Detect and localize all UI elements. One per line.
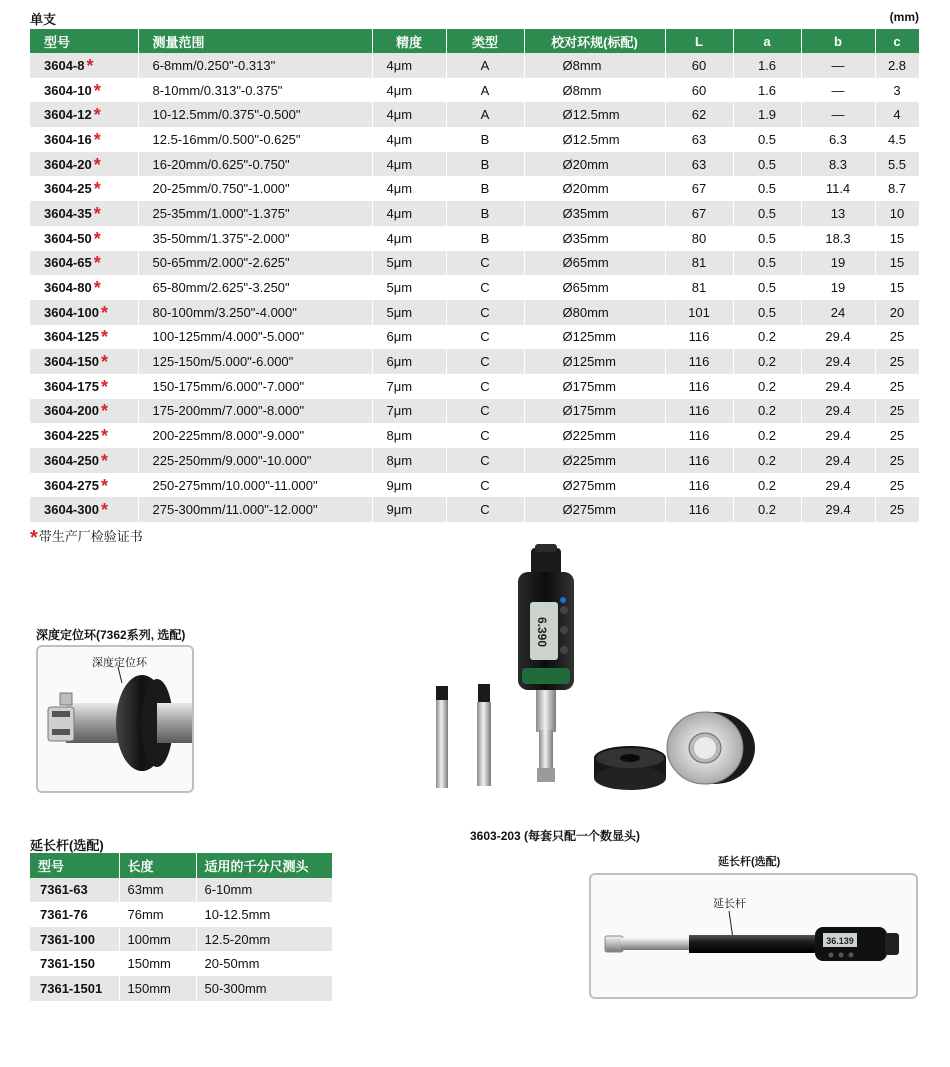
- range-cell: 35-50mm/1.375"-2.000": [138, 226, 372, 251]
- range-cell: 100-125mm/4.000"-5.000": [138, 325, 372, 350]
- model-number: 3604-35: [44, 205, 92, 221]
- extension-rod-caption: 延长杆(选配): [718, 856, 781, 868]
- L-cell: 116: [665, 423, 733, 448]
- column-header: 精度: [372, 29, 446, 53]
- c-cell: 25: [875, 423, 919, 448]
- certificate-star: *: [86, 55, 94, 76]
- L-cell: 60: [665, 53, 733, 78]
- table-row: [30, 878, 332, 903]
- column-header: 测量范围: [138, 29, 372, 53]
- type-cell: C: [446, 251, 524, 276]
- certificate-star: *: [93, 179, 101, 200]
- type-cell: C: [446, 325, 524, 350]
- model-number: 3604-80: [44, 280, 92, 296]
- table-row: [30, 325, 919, 350]
- product-photo: [420, 540, 780, 810]
- b-cell: 19: [801, 251, 875, 276]
- range-cell: 275-300mm/11.000"-12.000": [138, 497, 372, 522]
- certificate-star: *: [93, 228, 101, 249]
- b-cell: 18.3: [801, 226, 875, 251]
- a-cell: 1.6: [733, 78, 801, 103]
- b-cell: 13: [801, 201, 875, 226]
- model-cell: [30, 497, 138, 522]
- model-number: 3604-225: [44, 428, 99, 444]
- a-cell: 0.2: [733, 325, 801, 350]
- precision-cell: 4μm: [372, 226, 446, 251]
- c-cell: 8.7: [875, 176, 919, 201]
- a-cell: 0.2: [733, 448, 801, 473]
- model-number: 3604-150: [44, 354, 99, 370]
- model-number: 3604-25: [44, 181, 92, 197]
- model-number: 3604-16: [44, 131, 92, 147]
- table-row: [30, 976, 332, 1001]
- depth-caption-suffix: 系列, 选配): [126, 628, 186, 642]
- type-cell: C: [446, 448, 524, 473]
- depth-caption-prefix: 深度定位环(: [36, 628, 100, 642]
- certificate-star: *: [93, 80, 101, 101]
- range-cell: 50-65mm/2.000"-2.625": [138, 251, 372, 276]
- length-cell: 100mm: [119, 927, 196, 952]
- table-row: [30, 127, 919, 152]
- model-number: 3604-175: [44, 378, 99, 394]
- b-cell: 24: [801, 300, 875, 325]
- precision-cell: 7μm: [372, 399, 446, 424]
- product-caption: 3603-203 (每套只配一个数显头): [470, 829, 641, 843]
- L-cell: 116: [665, 374, 733, 399]
- table-row: [30, 78, 919, 103]
- spec-table-header: [30, 29, 919, 53]
- ring-cell: Ø20mm: [524, 176, 665, 201]
- column-header: 校对环规(标配): [524, 29, 665, 53]
- column-header: a: [733, 29, 801, 53]
- ring-cell: Ø225mm: [524, 448, 665, 473]
- extension-table-body: [30, 878, 332, 1001]
- c-cell: 2.8: [875, 53, 919, 78]
- c-cell: 4: [875, 102, 919, 127]
- c-cell: 25: [875, 448, 919, 473]
- table-row: [30, 176, 919, 201]
- a-cell: 0.2: [733, 349, 801, 374]
- L-cell: 116: [665, 325, 733, 350]
- precision-cell: 4μm: [372, 102, 446, 127]
- range-cell: 200-225mm/8.000"-9.000": [138, 423, 372, 448]
- table-row: [30, 448, 919, 473]
- b-cell: 29.4: [801, 473, 875, 498]
- a-cell: 0.2: [733, 423, 801, 448]
- c-cell: 5.5: [875, 152, 919, 177]
- model-cell: [30, 448, 138, 473]
- table-row: [30, 300, 919, 325]
- precision-cell: 8μm: [372, 448, 446, 473]
- model-cell: 7361-150: [30, 951, 119, 976]
- applies-cell: 6-10mm: [196, 878, 332, 903]
- model-number: 3604-50: [44, 230, 92, 246]
- a-cell: 0.5: [733, 251, 801, 276]
- a-cell: 0.5: [733, 127, 801, 152]
- extension-rod-label: 延长杆: [713, 898, 746, 910]
- model-cell: [30, 53, 138, 78]
- L-cell: 63: [665, 152, 733, 177]
- model-cell: [30, 423, 138, 448]
- precision-cell: 7μm: [372, 374, 446, 399]
- precision-cell: 9μm: [372, 473, 446, 498]
- type-cell: C: [446, 473, 524, 498]
- model-cell: 7361-1501: [30, 976, 119, 1001]
- c-cell: 20: [875, 300, 919, 325]
- column-header: 类型: [446, 29, 524, 53]
- extension-rod-photo: [589, 873, 918, 999]
- length-cell: 150mm: [119, 951, 196, 976]
- footnote-text: 带生产厂检验证书: [38, 529, 143, 544]
- range-cell: 150-175mm/6.000"-7.000": [138, 374, 372, 399]
- column-header: c: [875, 29, 919, 53]
- extension-table-caption: 延长杆(选配): [30, 838, 104, 853]
- c-cell: 25: [875, 349, 919, 374]
- a-cell: 0.5: [733, 300, 801, 325]
- type-cell: A: [446, 78, 524, 103]
- model-cell: [30, 102, 138, 127]
- ring-cell: Ø65mm: [524, 251, 665, 276]
- range-cell: 225-250mm/9.000"-10.000": [138, 448, 372, 473]
- ring-cell: Ø275mm: [524, 473, 665, 498]
- model-cell: [30, 325, 138, 350]
- a-cell: 1.6: [733, 53, 801, 78]
- table-row: [30, 902, 332, 927]
- b-cell: —: [801, 102, 875, 127]
- certificate-star: *: [93, 203, 101, 224]
- ring-cell: Ø80mm: [524, 300, 665, 325]
- range-cell: 65-80mm/2.625"-3.250": [138, 275, 372, 300]
- type-cell: C: [446, 374, 524, 399]
- range-cell: 8-10mm/0.313"-0.375": [138, 78, 372, 103]
- b-cell: 11.4: [801, 176, 875, 201]
- ring-cell: Ø8mm: [524, 78, 665, 103]
- length-cell: 150mm: [119, 976, 196, 1001]
- depth-ring-label: 深度定位环: [92, 657, 147, 669]
- precision-cell: 5μm: [372, 275, 446, 300]
- c-cell: 15: [875, 251, 919, 276]
- column-header: 适用的千分尺测头: [196, 853, 332, 878]
- precision-cell: 9μm: [372, 497, 446, 522]
- rod-display-value: 36.139: [826, 936, 854, 946]
- ring-cell: Ø225mm: [524, 423, 665, 448]
- certificate-star: *: [100, 450, 108, 471]
- extension-table-header: [30, 853, 332, 878]
- c-cell: 4.5: [875, 127, 919, 152]
- ring-cell: Ø125mm: [524, 325, 665, 350]
- ring-cell: Ø12.5mm: [524, 102, 665, 127]
- range-cell: 20-25mm/0.750"-1.000": [138, 176, 372, 201]
- certificate-star: *: [100, 475, 108, 496]
- certificate-star: *: [100, 401, 108, 422]
- a-cell: 0.2: [733, 497, 801, 522]
- type-cell: B: [446, 201, 524, 226]
- footnote-star: *: [30, 527, 38, 549]
- ring-cell: Ø275mm: [524, 497, 665, 522]
- model-number: 3604-275: [44, 477, 99, 493]
- L-cell: 62: [665, 102, 733, 127]
- range-cell: 6-8mm/0.250"-0.313": [138, 53, 372, 78]
- a-cell: 0.5: [733, 176, 801, 201]
- L-cell: 67: [665, 201, 733, 226]
- column-header: 型号: [30, 29, 138, 53]
- table-row: [30, 251, 919, 276]
- certificate-star: *: [93, 129, 101, 150]
- L-cell: 116: [665, 399, 733, 424]
- L-cell: 63: [665, 127, 733, 152]
- precision-cell: 5μm: [372, 251, 446, 276]
- product-display-value: 6.390: [535, 616, 549, 648]
- table-row: [30, 226, 919, 251]
- model-number: 3604-125: [44, 329, 99, 345]
- precision-cell: 4μm: [372, 201, 446, 226]
- table-row: [30, 951, 332, 976]
- depth-caption-series: 7362: [100, 628, 127, 642]
- certificate-star: *: [100, 500, 108, 521]
- precision-cell: 6μm: [372, 325, 446, 350]
- L-cell: 116: [665, 448, 733, 473]
- a-cell: 0.5: [733, 201, 801, 226]
- ring-cell: Ø20mm: [524, 152, 665, 177]
- unit-label: (mm): [889, 10, 919, 24]
- a-cell: 0.2: [733, 374, 801, 399]
- type-cell: C: [446, 497, 524, 522]
- ring-cell: Ø35mm: [524, 226, 665, 251]
- certificate-star: *: [100, 426, 108, 447]
- type-cell: C: [446, 349, 524, 374]
- spec-table-body: [30, 53, 919, 522]
- applies-cell: 20-50mm: [196, 951, 332, 976]
- column-header: 型号: [30, 853, 119, 878]
- applies-cell: 50-300mm: [196, 976, 332, 1001]
- certificate-star: *: [93, 253, 101, 274]
- model-cell: [30, 127, 138, 152]
- type-cell: B: [446, 152, 524, 177]
- certificate-star: *: [93, 105, 101, 126]
- depth-ring-photo: [36, 645, 194, 793]
- table-row: [30, 374, 919, 399]
- model-cell: [30, 349, 138, 374]
- type-cell: A: [446, 102, 524, 127]
- ring-cell: Ø8mm: [524, 53, 665, 78]
- model-number: 3604-8: [44, 57, 85, 73]
- model-number: 3604-10: [44, 82, 92, 98]
- model-cell: [30, 226, 138, 251]
- b-cell: —: [801, 78, 875, 103]
- precision-cell: 4μm: [372, 127, 446, 152]
- range-cell: 80-100mm/3.250"-4.000": [138, 300, 372, 325]
- column-header: L: [665, 29, 733, 53]
- precision-cell: 5μm: [372, 300, 446, 325]
- depth-ring-caption: [36, 626, 185, 643]
- ring-cell: Ø175mm: [524, 399, 665, 424]
- length-cell: 63mm: [119, 878, 196, 903]
- c-cell: 25: [875, 374, 919, 399]
- b-cell: 29.4: [801, 423, 875, 448]
- model-cell: 7361-76: [30, 902, 119, 927]
- table-row: [30, 102, 919, 127]
- model-cell: [30, 201, 138, 226]
- b-cell: 29.4: [801, 374, 875, 399]
- L-cell: 80: [665, 226, 733, 251]
- certificate-star: *: [100, 327, 108, 348]
- model-cell: [30, 152, 138, 177]
- certificate-star: *: [93, 278, 101, 299]
- c-cell: 25: [875, 497, 919, 522]
- table-row: [30, 497, 919, 522]
- model-number: 3604-250: [44, 452, 99, 468]
- L-cell: 67: [665, 176, 733, 201]
- type-cell: B: [446, 127, 524, 152]
- certificate-star: *: [93, 154, 101, 175]
- model-cell: [30, 275, 138, 300]
- type-cell: C: [446, 300, 524, 325]
- model-cell: [30, 300, 138, 325]
- type-cell: B: [446, 226, 524, 251]
- ring-cell: Ø175mm: [524, 374, 665, 399]
- L-cell: 60: [665, 78, 733, 103]
- model-cell: [30, 176, 138, 201]
- table-row: [30, 349, 919, 374]
- table-row: [30, 53, 919, 78]
- b-cell: 29.4: [801, 325, 875, 350]
- range-cell: 250-275mm/10.000"-11.000": [138, 473, 372, 498]
- type-cell: C: [446, 275, 524, 300]
- precision-cell: 8μm: [372, 423, 446, 448]
- L-cell: 81: [665, 251, 733, 276]
- c-cell: 3: [875, 78, 919, 103]
- b-cell: —: [801, 53, 875, 78]
- type-cell: C: [446, 423, 524, 448]
- range-cell: 16-20mm/0.625"-0.750": [138, 152, 372, 177]
- model-cell: [30, 374, 138, 399]
- certificate-star: *: [100, 376, 108, 397]
- table-row: [30, 275, 919, 300]
- spec-table: [30, 29, 920, 522]
- model-number: 3604-20: [44, 156, 92, 172]
- ring-cell: Ø125mm: [524, 349, 665, 374]
- a-cell: 0.5: [733, 226, 801, 251]
- applies-cell: 12.5-20mm: [196, 927, 332, 952]
- column-header: b: [801, 29, 875, 53]
- a-cell: 0.2: [733, 473, 801, 498]
- range-cell: 125-150m/5.000"-6.000": [138, 349, 372, 374]
- b-cell: 6.3: [801, 127, 875, 152]
- table-row: [30, 399, 919, 424]
- ring-cell: Ø12.5mm: [524, 127, 665, 152]
- L-cell: 116: [665, 473, 733, 498]
- L-cell: 81: [665, 275, 733, 300]
- model-cell: 7361-63: [30, 878, 119, 903]
- table-row: [30, 473, 919, 498]
- ring-cell: Ø65mm: [524, 275, 665, 300]
- certificate-star: *: [100, 302, 108, 323]
- model-cell: [30, 78, 138, 103]
- a-cell: 0.5: [733, 275, 801, 300]
- precision-cell: 4μm: [372, 176, 446, 201]
- precision-cell: 6μm: [372, 349, 446, 374]
- section-title: 单支: [30, 12, 57, 27]
- c-cell: 15: [875, 226, 919, 251]
- b-cell: 29.4: [801, 448, 875, 473]
- b-cell: 29.4: [801, 399, 875, 424]
- c-cell: 10: [875, 201, 919, 226]
- table-row: [30, 927, 332, 952]
- a-cell: 1.9: [733, 102, 801, 127]
- model-number: 3604-300: [44, 502, 99, 518]
- precision-cell: 4μm: [372, 152, 446, 177]
- table-row: [30, 152, 919, 177]
- L-cell: 101: [665, 300, 733, 325]
- model-cell: [30, 399, 138, 424]
- c-cell: 15: [875, 275, 919, 300]
- extension-rod-illustration: [591, 875, 916, 997]
- model-number: 3604-100: [44, 304, 99, 320]
- range-cell: 25-35mm/1.000"-1.375": [138, 201, 372, 226]
- c-cell: 25: [875, 325, 919, 350]
- table-row: [30, 201, 919, 226]
- ring-cell: Ø35mm: [524, 201, 665, 226]
- type-cell: A: [446, 53, 524, 78]
- table-row: [30, 423, 919, 448]
- model-cell: [30, 473, 138, 498]
- range-cell: 10-12.5mm/0.375"-0.500": [138, 102, 372, 127]
- a-cell: 0.5: [733, 152, 801, 177]
- extension-table: [30, 853, 333, 1001]
- type-cell: C: [446, 399, 524, 424]
- b-cell: 29.4: [801, 349, 875, 374]
- c-cell: 25: [875, 399, 919, 424]
- model-cell: [30, 251, 138, 276]
- model-cell: 7361-100: [30, 927, 119, 952]
- model-number: 3604-12: [44, 107, 92, 123]
- column-header: 长度: [119, 853, 196, 878]
- type-cell: B: [446, 176, 524, 201]
- L-cell: 116: [665, 349, 733, 374]
- model-number: 3604-65: [44, 255, 92, 271]
- certificate-footnote: [30, 526, 143, 549]
- range-cell: 175-200mm/7.000"-8.000": [138, 399, 372, 424]
- precision-cell: 4μm: [372, 53, 446, 78]
- b-cell: 19: [801, 275, 875, 300]
- b-cell: 29.4: [801, 497, 875, 522]
- a-cell: 0.2: [733, 399, 801, 424]
- c-cell: 25: [875, 473, 919, 498]
- depth-ring-illustration: [38, 647, 192, 791]
- b-cell: 8.3: [801, 152, 875, 177]
- certificate-star: *: [100, 352, 108, 373]
- model-number: 3604-200: [44, 403, 99, 419]
- applies-cell: 10-12.5mm: [196, 902, 332, 927]
- precision-cell: 4μm: [372, 78, 446, 103]
- length-cell: 76mm: [119, 902, 196, 927]
- range-cell: 12.5-16mm/0.500"-0.625": [138, 127, 372, 152]
- L-cell: 116: [665, 497, 733, 522]
